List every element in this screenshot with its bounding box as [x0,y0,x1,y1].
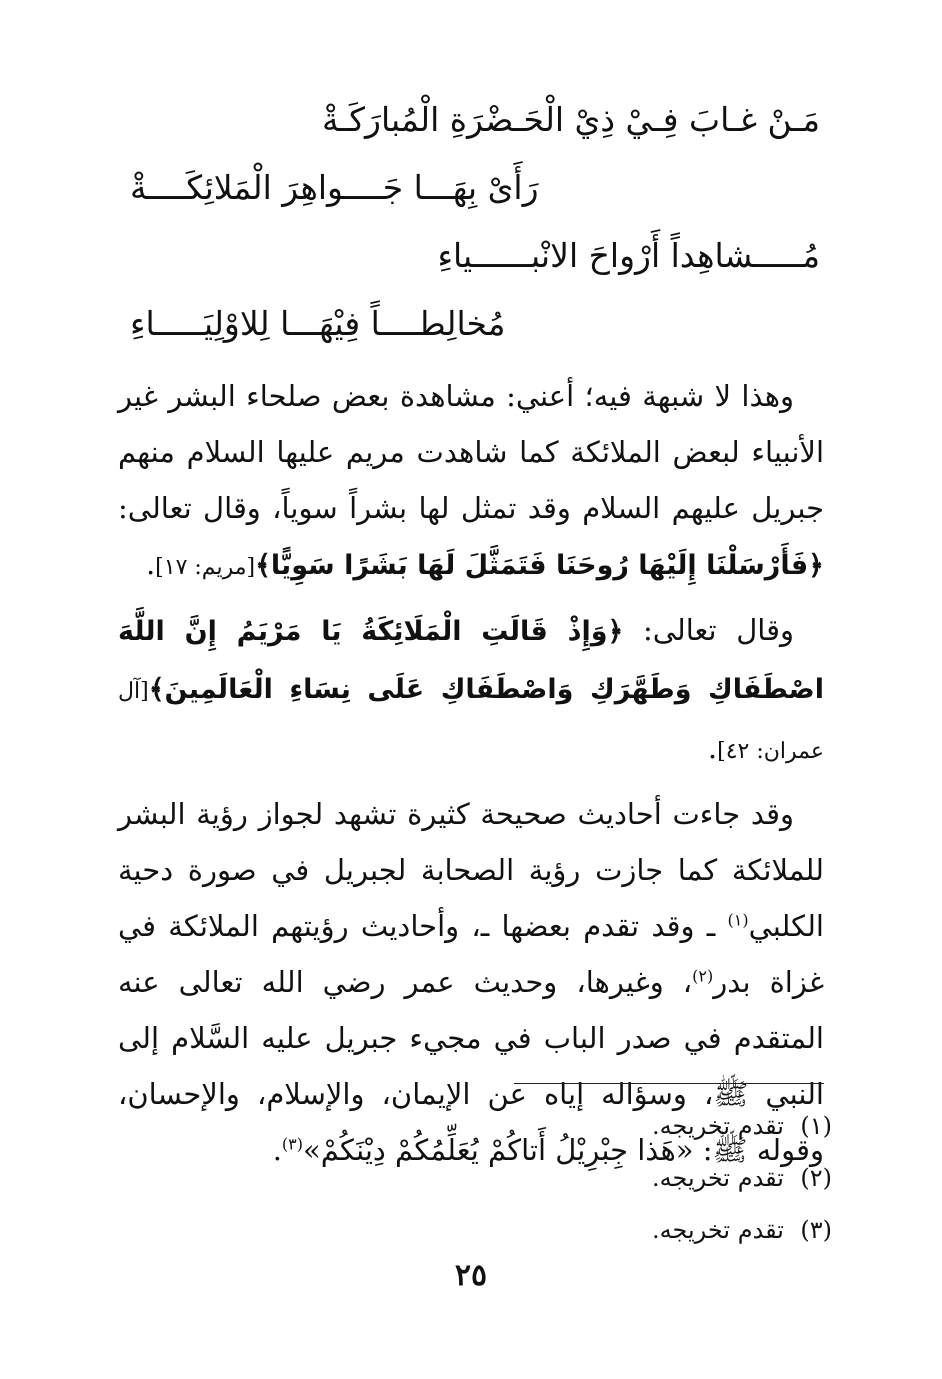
footnotes [432,1100,832,1256]
paragraph-text: وقد جاءت أحاديث صحيحة كثيرة تشهد لجواز رؤية البشر للملائكة كما جازت رؤية الصحابة لجبريل في صورة دحية الكلبي [118,797,824,943]
footnote-marker: (٣) [281,1134,304,1154]
sentence-end: . [145,547,156,581]
footnote [432,1204,832,1256]
page-number: ٢٥ [454,1258,488,1293]
footnote-number: (٣) [800,1216,832,1244]
poem-verse: رَأَىْ بِهَـــا جَــــواهِرَ الْمَلائِكَــــةْ [130,168,539,207]
footnote-number: (١) [800,1112,832,1140]
poem-verse: مَـنْ غـابَ فِـيْ ذِيْ الْحَـضْرَةِ الْمُبارَكَـةْ [321,100,820,139]
paragraph-text: وهذا لا شبهة فيه؛ أعني: مشاهدة بعض صلحاء البشر غير الأنبياء لبعض الملائكة كما شاهدت مريم عليها السلام منهم جبريل عليهم السلام وقد تمثل لها بشراً سوياً، وقال تعالى: [118,379,824,525]
footnote-text: تقدم تخريجه. [652,1112,784,1140]
quran-verse: ﴿وَإِذْ قَالَتِ الْمَلَائِكَةُ يَا مَرْيَمُ إِنَّ اللَّهَ اصْطَفَاكِ وَطَهَّرَكِ وَاصْطَفَاكِ عَلَى نِسَاءِ الْعَالَمِينَ﴾ [118,616,824,705]
quran-reference: [آل عمران: ٤٢] [118,679,824,764]
paragraph-2 [118,602,824,780]
footnote-text: تقدم تخريجه. [652,1164,784,1192]
footnote-text: تقدم تخريجه. [652,1216,784,1244]
footnote-divider [514,1083,824,1084]
poem-verse: مُـــــشاهِداً أَرْواحَ الانْبــــــياءِ [437,236,820,275]
quran-reference: [مريم: ١٧] [155,555,256,580]
paragraph-1 [118,368,824,596]
quran-verse: ﴿فَأَرْسَلْنَا إِلَيْهَا رُوحَنَا فَتَمَثَّلَ لَهَا بَشَرًا سَوِيًّا﴾ [255,550,824,581]
poem-verse: مُخالِطــــاً فِيْهَـــا لِلاوْلِيَـــــاءِ [130,304,506,343]
sentence-end: . [272,1133,282,1167]
footnote-marker: (١) [727,910,749,930]
paragraph-text: وقال تعالى: [623,613,794,647]
sentence-end: . [707,731,718,765]
footnote [432,1152,832,1204]
footnote-marker: (٢) [692,966,714,986]
paragraph-text: ـ وقد تقدم بعضها ـ، وأحاديث رؤيتهم الملائكة في غزاة بدر [118,909,825,999]
footnote [432,1100,832,1152]
paragraph-text: ، وغيرها، وحديث عمر رضي الله تعالى عنه المتقدم في صدر الباب في مجيء جبريل عليه السَّلام إلى النبي ﷺ، وسؤاله إياه عن الإيمان، والإسلام، والإحسان، وقوله ﷺ: «هَذا جِبْرِيْلُ أَتاكُمْ يُعَلِّمُكُمْ دِيْنَكُمْ» [118,965,824,1167]
main-text [118,368,824,1184]
footnote-number: (٢) [800,1164,832,1192]
